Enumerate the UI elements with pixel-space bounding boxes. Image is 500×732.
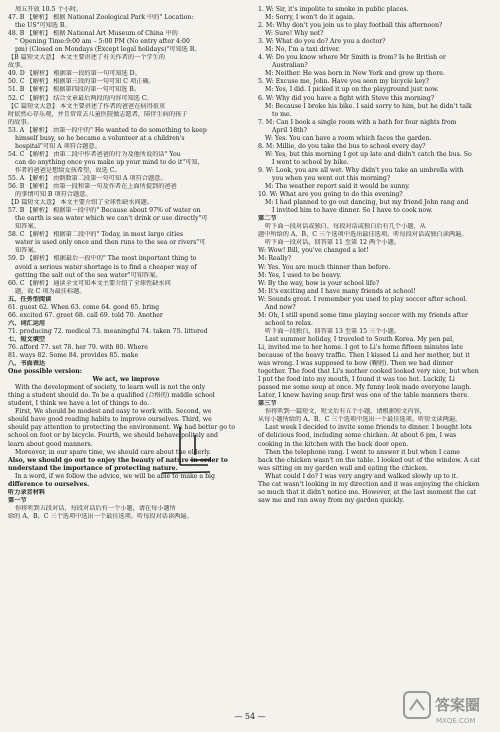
right-column-line: was wrong. I was supposed to bow (鞠躬). Then we had dinner xyxy=(258,360,454,368)
left-column-line: 53. A 【解析】 由第一段中的" He wanted to do something to keep xyxy=(8,126,207,134)
left-column-line: 的故事。 xyxy=(8,118,33,126)
watermark-icon xyxy=(402,688,494,728)
right-column-line: you when you went out this morning? xyxy=(272,174,391,182)
right-column-line: to me. xyxy=(272,110,292,118)
left-column-line: getting the salt out of the sea water"可知答案。 xyxy=(15,271,162,279)
left-column-line: 81. ways 82. Some 84. provides 85. make xyxy=(8,352,139,360)
left-column-line: difference to ourselves. xyxy=(8,480,90,488)
left-column-line: 给的 A、B、C 三个选项中选出一个最佳选项。听每段对话读两遍。 xyxy=(8,512,193,520)
left-column-line: water is used only once and then runs to the sea or rivers"可 xyxy=(15,239,206,247)
right-column-line: M: Really? xyxy=(258,255,292,263)
left-column-line: pm) (Closed on Mondays (Except legal holidays)"可知选 B。 xyxy=(15,46,201,54)
right-column-line: W: Sure! Why not? xyxy=(265,30,324,38)
right-column-line: 7. M: Can I book a single room with a bath for four nights from xyxy=(258,118,457,126)
left-column-line: 56. B 【解析】 由第一段和第一句及作者在上面所提到的爸爸 xyxy=(8,183,177,191)
right-column-line: 听下面一段对话或独白，每段对话或独白后有几个小题，从 xyxy=(265,223,426,231)
right-column-line: M: Yes, I used to be heavy. xyxy=(258,271,342,279)
right-column-line: 从每小题所给的 A、B、C 三个选项中选出一个最佳选项。听短文读两遍。 xyxy=(258,416,462,424)
page-number: — 54 — xyxy=(234,712,266,721)
left-column-line: 第一节 xyxy=(8,496,27,504)
right-column-line: M: Because I broke his bike. I said sorry to him, but he didn't talk xyxy=(265,102,472,110)
right-column-line: 第三节 xyxy=(258,400,277,408)
right-column-line: M: The weather report said it would be sunny. xyxy=(265,183,411,191)
right-column xyxy=(258,6,494,505)
left-column-line: hospital"可知 A 项符合题意。 xyxy=(15,142,101,150)
left-column-line: 52. C 【解析】 结合文章最后两段的内容可知选 C。 xyxy=(8,94,153,102)
left-column-line: should pay attention to protecting the environment. We had better go to xyxy=(8,424,236,432)
left-column-line: 五、任务型阅读 xyxy=(8,295,52,303)
left-column-line: In a word, if we follow the advice, we will be able to make a big xyxy=(15,472,215,480)
right-column-line: 9. W: Look, you are all wet. Why didn't you take an umbrella with xyxy=(258,166,464,174)
left-column-line: should have good reading habits to improve ourselves. Third, we xyxy=(8,416,212,424)
right-column-line: cooking in the kitchen with the back door open. xyxy=(258,440,409,448)
left-column-line: 【D 篇短文大意】 本文主要介绍了全球性缺水问题。 xyxy=(8,199,154,207)
left-column-line: 【B 篇短文大意】 本文主要讲述了有关作者的一个学生的 xyxy=(8,54,165,62)
left-column-line: 的事情可知 B 项符合题意。 xyxy=(15,191,92,199)
left-column-line: 58. C 【解析】 根据第二段中的" Today, in most large cities xyxy=(8,231,184,239)
right-column-line: school to relax. xyxy=(265,319,313,327)
left-column-line: We act, we improve xyxy=(92,376,160,384)
left-column-line: avoid a serious water shortage is to find a cheaper way of xyxy=(15,263,197,271)
left-column-line: the earth is sea water which we can't drink or use directly"可 xyxy=(15,215,208,223)
right-column-line: M: Neither. He was born in New York and grew up there. xyxy=(265,70,445,78)
right-column-line: M: No, I'm a taxi driver. xyxy=(265,46,341,54)
left-column-line: 57. B 【解析】 根据第一段中的" Because about 97% of water on xyxy=(8,207,201,215)
left-column-line: can do anything once you make up your mind to do it"可知， xyxy=(15,158,204,166)
right-column-line: of delicious food, including some chicken. At about 6 pm, I was xyxy=(258,432,457,440)
left-column-line: 八、书面表达 xyxy=(8,360,46,368)
left-column-line: understand the importance of protecting nature. xyxy=(8,464,178,472)
right-column-line: I invited him to have dinner. So I have to cook now. xyxy=(272,207,433,215)
left-column-line: " Opening Time:9:00 am – 5:00 PM (No entry after 4:00 xyxy=(15,38,190,46)
right-column-line: 6. W: Why did you have a fight with Steve this morning? xyxy=(258,94,435,102)
right-column-line: together. The food that Li's mother cooked looked very nice, but when xyxy=(258,368,479,376)
right-column-line: What could I do? I was very angry and walked slowly up to it. xyxy=(265,472,459,480)
right-column-line: 题中所给的 A、B、C 三个选项中选出最佳选项。听每段对话或独白读两遍。 xyxy=(258,231,468,239)
left-column-line: 时依然心存乐观，并且常常去儿童医院做志愿者，陪伴生病的孩子 xyxy=(8,110,188,118)
left-column-line: With the development of society, to learn well is not the only xyxy=(15,384,206,392)
right-column-line: was sitting on my garden wall and eating the chicken. xyxy=(258,464,428,472)
left-column-line: First, We should be modest and easy to work with. Second, we xyxy=(15,408,212,416)
right-column-line: saw me and ran away from my garden quickly. xyxy=(258,496,405,504)
right-column-line: The cat wasn't looking in my direction and it was enjoying the chicken xyxy=(258,480,480,488)
left-column-line: 七、短文填空 xyxy=(8,335,46,343)
left-column-line: 周五开放 10.5 个小时。 xyxy=(15,6,83,13)
right-column-line: 2. M: Why don't you join us to play football this afternoon? xyxy=(258,22,443,30)
left-column-line: Moreover, in our spare time, we should care about the elderly. xyxy=(15,448,211,456)
right-column-line: so much that it didn't notice me. However, at the last moment the cat xyxy=(258,488,477,496)
left-column-line: 51. B 【解析】 根据第四段的第一句可知选 B。 xyxy=(8,86,140,94)
right-column-line: back the chicken wasn't on the table. I looked out of the window. A cat xyxy=(258,456,480,464)
left-column-line: 故事。 xyxy=(8,62,27,70)
left-column-line: 六、词汇运用 xyxy=(8,319,46,327)
left-column-line: One possible version: xyxy=(8,368,83,376)
left-column-line: 71. producing 72. medical 73. meaningful 74. taken 75. littered xyxy=(8,327,208,335)
left-column-line: 59. D 【解析】 根据最后一段中的" The most important thing to xyxy=(8,255,197,263)
left-column-line: 49. D 【解析】 根据第一段的第一句可知选 D。 xyxy=(8,70,141,78)
right-column-line: M: Yes, I did. I picked it up on the playground just now. xyxy=(265,86,439,94)
left-column-line: 【C 篇短文大意】 本文主要讲述了作者的爸爸在病得很重 xyxy=(8,102,166,110)
left-column-line: 你将听到五段对话，每段对话后有一个小题，请在每小题所 xyxy=(15,504,176,512)
left-column-line: 题，故 C 项为最佳标题。 xyxy=(15,287,86,295)
left-column-line: himself busy, so he became a volunteer at a children's xyxy=(15,134,185,142)
left-column-line: learn about good manners. xyxy=(8,440,93,448)
right-column-line: Australian? xyxy=(272,62,308,70)
right-column-line: passed me some soup at once. My funny look made everyone laugh. xyxy=(258,384,472,392)
right-column-line: W: Yes. You can have a room which faces the garden. xyxy=(265,134,432,142)
right-column-line: W: Yes. You are much thinner than before. xyxy=(258,263,391,271)
right-column-line: I went to school by bike. xyxy=(272,158,349,166)
left-column-line: 76. afford 77. set 78. her 79. with 80. Where xyxy=(8,343,148,351)
right-column-line: W: Yes, but this morning I got up late and didn't catch the bus. So xyxy=(265,150,472,158)
right-column-line: Last summer holiday, I traveled to South Korea. My pen pal, xyxy=(265,335,455,343)
right-column-line: I put the food into my mouth, I found it was too hot. Luckily, Li xyxy=(258,376,455,384)
right-column-line: because of the heavy traffic. Then I kissed Li and her mother, but it xyxy=(258,352,470,360)
right-column-line: Then the telephone rang. I went to answer it but when I came xyxy=(265,448,460,456)
left-column-line: 48. B 【解析】 根据 National Art Museum of China 中的 xyxy=(8,30,178,38)
right-column-line: Last week I decided to invite some friends to dinner. I bought lots xyxy=(265,424,472,432)
right-column-line: 4. W: Do you know where Mr Smith is from? Is he British or xyxy=(258,54,446,62)
left-column-line: 作者的爸爸是想给女孩希望，故选 C。 xyxy=(15,166,121,174)
handwritten-scribble xyxy=(150,425,230,475)
right-column-line: M: I had planned to go out dancing, but my friend John rang and xyxy=(265,199,469,207)
right-column-line: 听下面一段对话，回答第 11 至第 12 两个小题。 xyxy=(265,239,400,247)
right-column-line: W: By the way, how is your school life? xyxy=(258,279,380,287)
left-column-line: 听力录音材料 xyxy=(8,488,46,496)
right-column-line: And now? xyxy=(265,303,296,311)
right-column-line: Later, I knew having soup first was one of the table manners there. xyxy=(258,392,470,400)
left-column-line: 54. C 【解析】 由第二段中作者爸爸的行为及他所说的话" You xyxy=(8,150,181,158)
right-column-line: 1. W: Sir, it's impolite to smoke in public places. xyxy=(258,6,409,13)
right-column-line: 3. W: What do you do? Are you a doctor? xyxy=(258,38,386,46)
right-column-line: M: Oh, I still spend some time playing soccer with my friends after xyxy=(258,311,468,319)
right-column-line: April 18th? xyxy=(272,126,307,134)
right-column-line: 10. W: What are you going to do this evening? xyxy=(258,191,403,199)
left-column-line: 61. guest 62. When 63. come 64. good 65. bring xyxy=(8,303,160,311)
watermark-subtext: MXQE.COM xyxy=(436,717,476,725)
left-column-line: Also, we should go out to enjoy the beauty of nature in order to xyxy=(8,456,228,464)
right-column-line: 你将听到一篇短文，短文后有五个小题，请根据短文内容， xyxy=(265,408,426,416)
left-column-line: thing a student should do. To be a qualified (合格的) middle school xyxy=(8,392,215,400)
left-column-line: 知答案。 xyxy=(15,247,40,255)
left-column-line: 66. excited 67. greet 68. call 69. told 70. Another xyxy=(8,311,163,319)
left-column-line: the US"可知选 B。 xyxy=(15,22,71,30)
right-column-line: Li, invited me to her home. I got to Li's home fifteen minutes late xyxy=(258,343,463,351)
left-column-line: 50. C 【解析】 根据第三段的第一句可知 C 项正确。 xyxy=(8,78,155,86)
right-column-line: M: Sorry, I won't do it again. xyxy=(265,14,355,22)
left-column-line: student, I think we have a lot of things to do. xyxy=(8,400,150,408)
left-column-line: 60. C 【解析】 通读全文可知本文主要介绍了全球性缺水问 xyxy=(8,279,171,287)
right-column-line: M: It's exciting and I have many friends at school! xyxy=(258,287,416,295)
left-column-line: 47. B 【解析】 根据 National Zoological Park 中的" Location: xyxy=(8,14,194,22)
right-column-line: 8. M: Millie, do you take the bus to school every day? xyxy=(258,142,426,150)
right-column-line: W: Wow! Bill, you've changed a lot! xyxy=(258,247,369,255)
right-column-line: 第二节 xyxy=(258,215,277,223)
left-column-line: school on foot or by bicycle. Fourth, we should behave politely and xyxy=(8,432,218,440)
right-column-line: W: Sounds great. I remember you used to play soccer after school. xyxy=(258,295,468,303)
watermark-logo xyxy=(402,688,494,728)
left-column-line: 知答案。 xyxy=(15,223,40,231)
watermark-text: 答案圈 xyxy=(435,696,481,714)
left-column-line: 55. A 【解析】 由倒数第二段第一句可知 A 项符合题意。 xyxy=(8,174,167,182)
right-column-line: 听下面一段独白，回答第 13 至第 15 三个小题。 xyxy=(265,327,400,335)
right-column-line: 5. W: Excuse me, John. Have you seen my bicycle key? xyxy=(258,78,429,86)
